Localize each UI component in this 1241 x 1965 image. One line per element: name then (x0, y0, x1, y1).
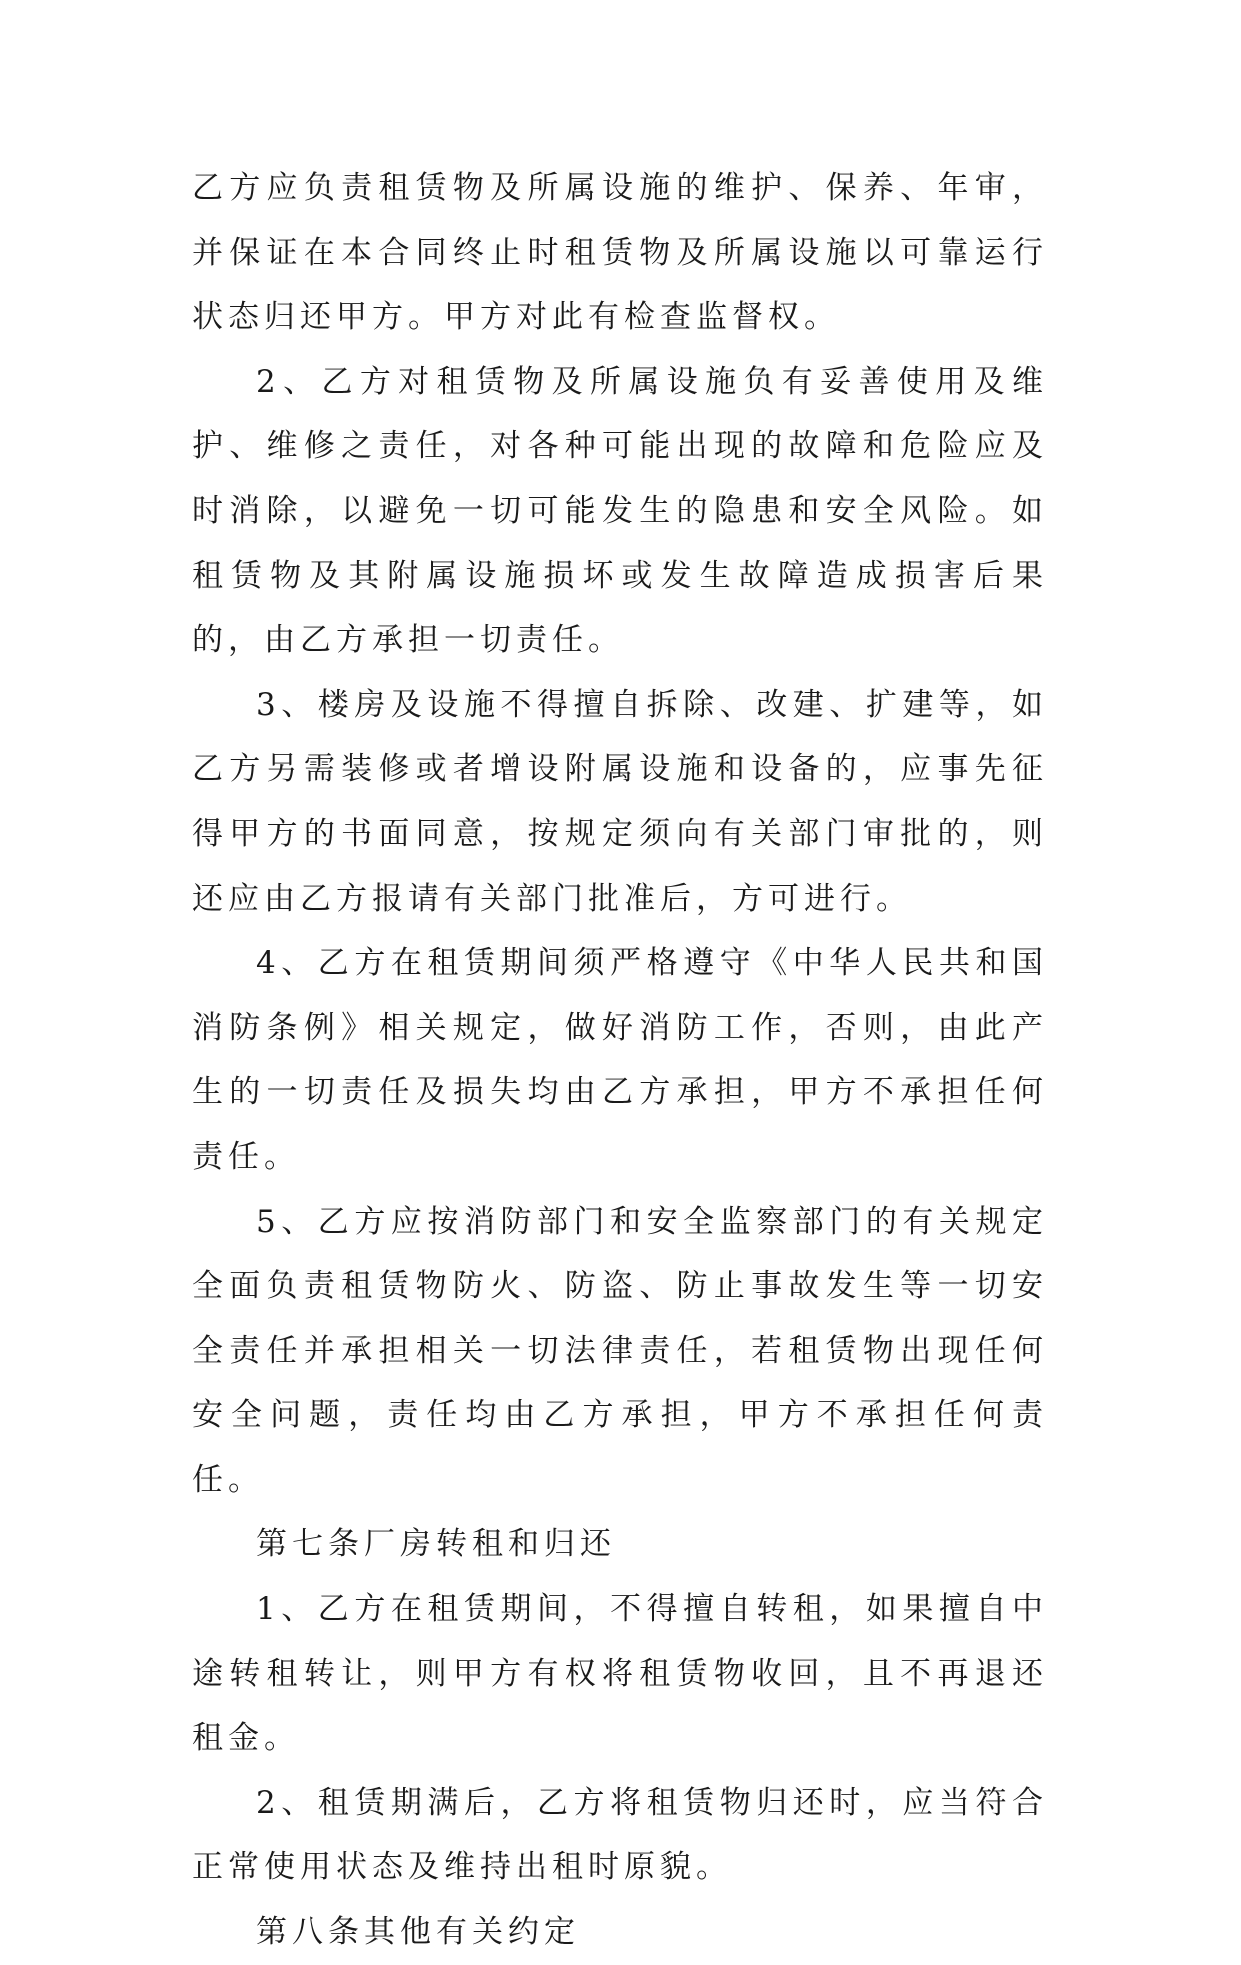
article-8-heading: 第八条其他有关约定 (256, 1914, 580, 1951)
clause-4: 4、乙方在租赁期间须严格遵守《中华人民共和国消防条例》相关规定，做好消防工作，否则，由此产生的一切责任及损失均由乙方承担，甲方不承担任何责任。 (192, 945, 1048, 1175)
article-7-clause-2: 2、租赁期满后，乙方将租赁物归还时，应当符合正常使用状态及维持出租时原貌。 (192, 1784, 1048, 1886)
clause-2: 2、乙方对租赁物及所属设施负有妥善使用及维护、维修之责任，对各种可能出现的故障和危险应及时消除，以避免一切可能发生的隐患和安全风险。如租赁物及其附属设施损坏或发生故障造成损害后果的，由乙方承担一切责任。 (192, 363, 1048, 659)
clause-5: 5、乙方应按消防部门和安全监察部门的有关规定全面负责租赁物防火、防盗、防止事故发生等一切安全责任并承担相关一切法律责任，若租赁物出现任何安全问题，责任均由乙方承担，甲方不承担任何责任。 (192, 1203, 1048, 1498)
clause-3: 3、楼房及设施不得擅自拆除、改建、扩建等，如乙方另需装修或者增设附属设施和设备的，应事先征得甲方的书面同意，按规定须向有关部门审批的，则还应由乙方报请有关部门批准后，方可进行。 (192, 686, 1048, 917)
document-body (192, 156, 1048, 1965)
article-7-clause-1: 1、乙方在租赁期间，不得擅自转租，如果擅自中途转租转让，则甲方有权将租赁物收回，且不再退还租金。 (192, 1591, 1048, 1757)
article-7-heading: 第七条厂房转租和归还 (256, 1526, 616, 1563)
paragraph-continuation: 乙方应负责租赁物及所属设施的维护、保养、年审，并保证在本合同终止时租赁物及所属设施以可靠运行状态归还甲方。甲方对此有检查监督权。 (192, 170, 1048, 336)
